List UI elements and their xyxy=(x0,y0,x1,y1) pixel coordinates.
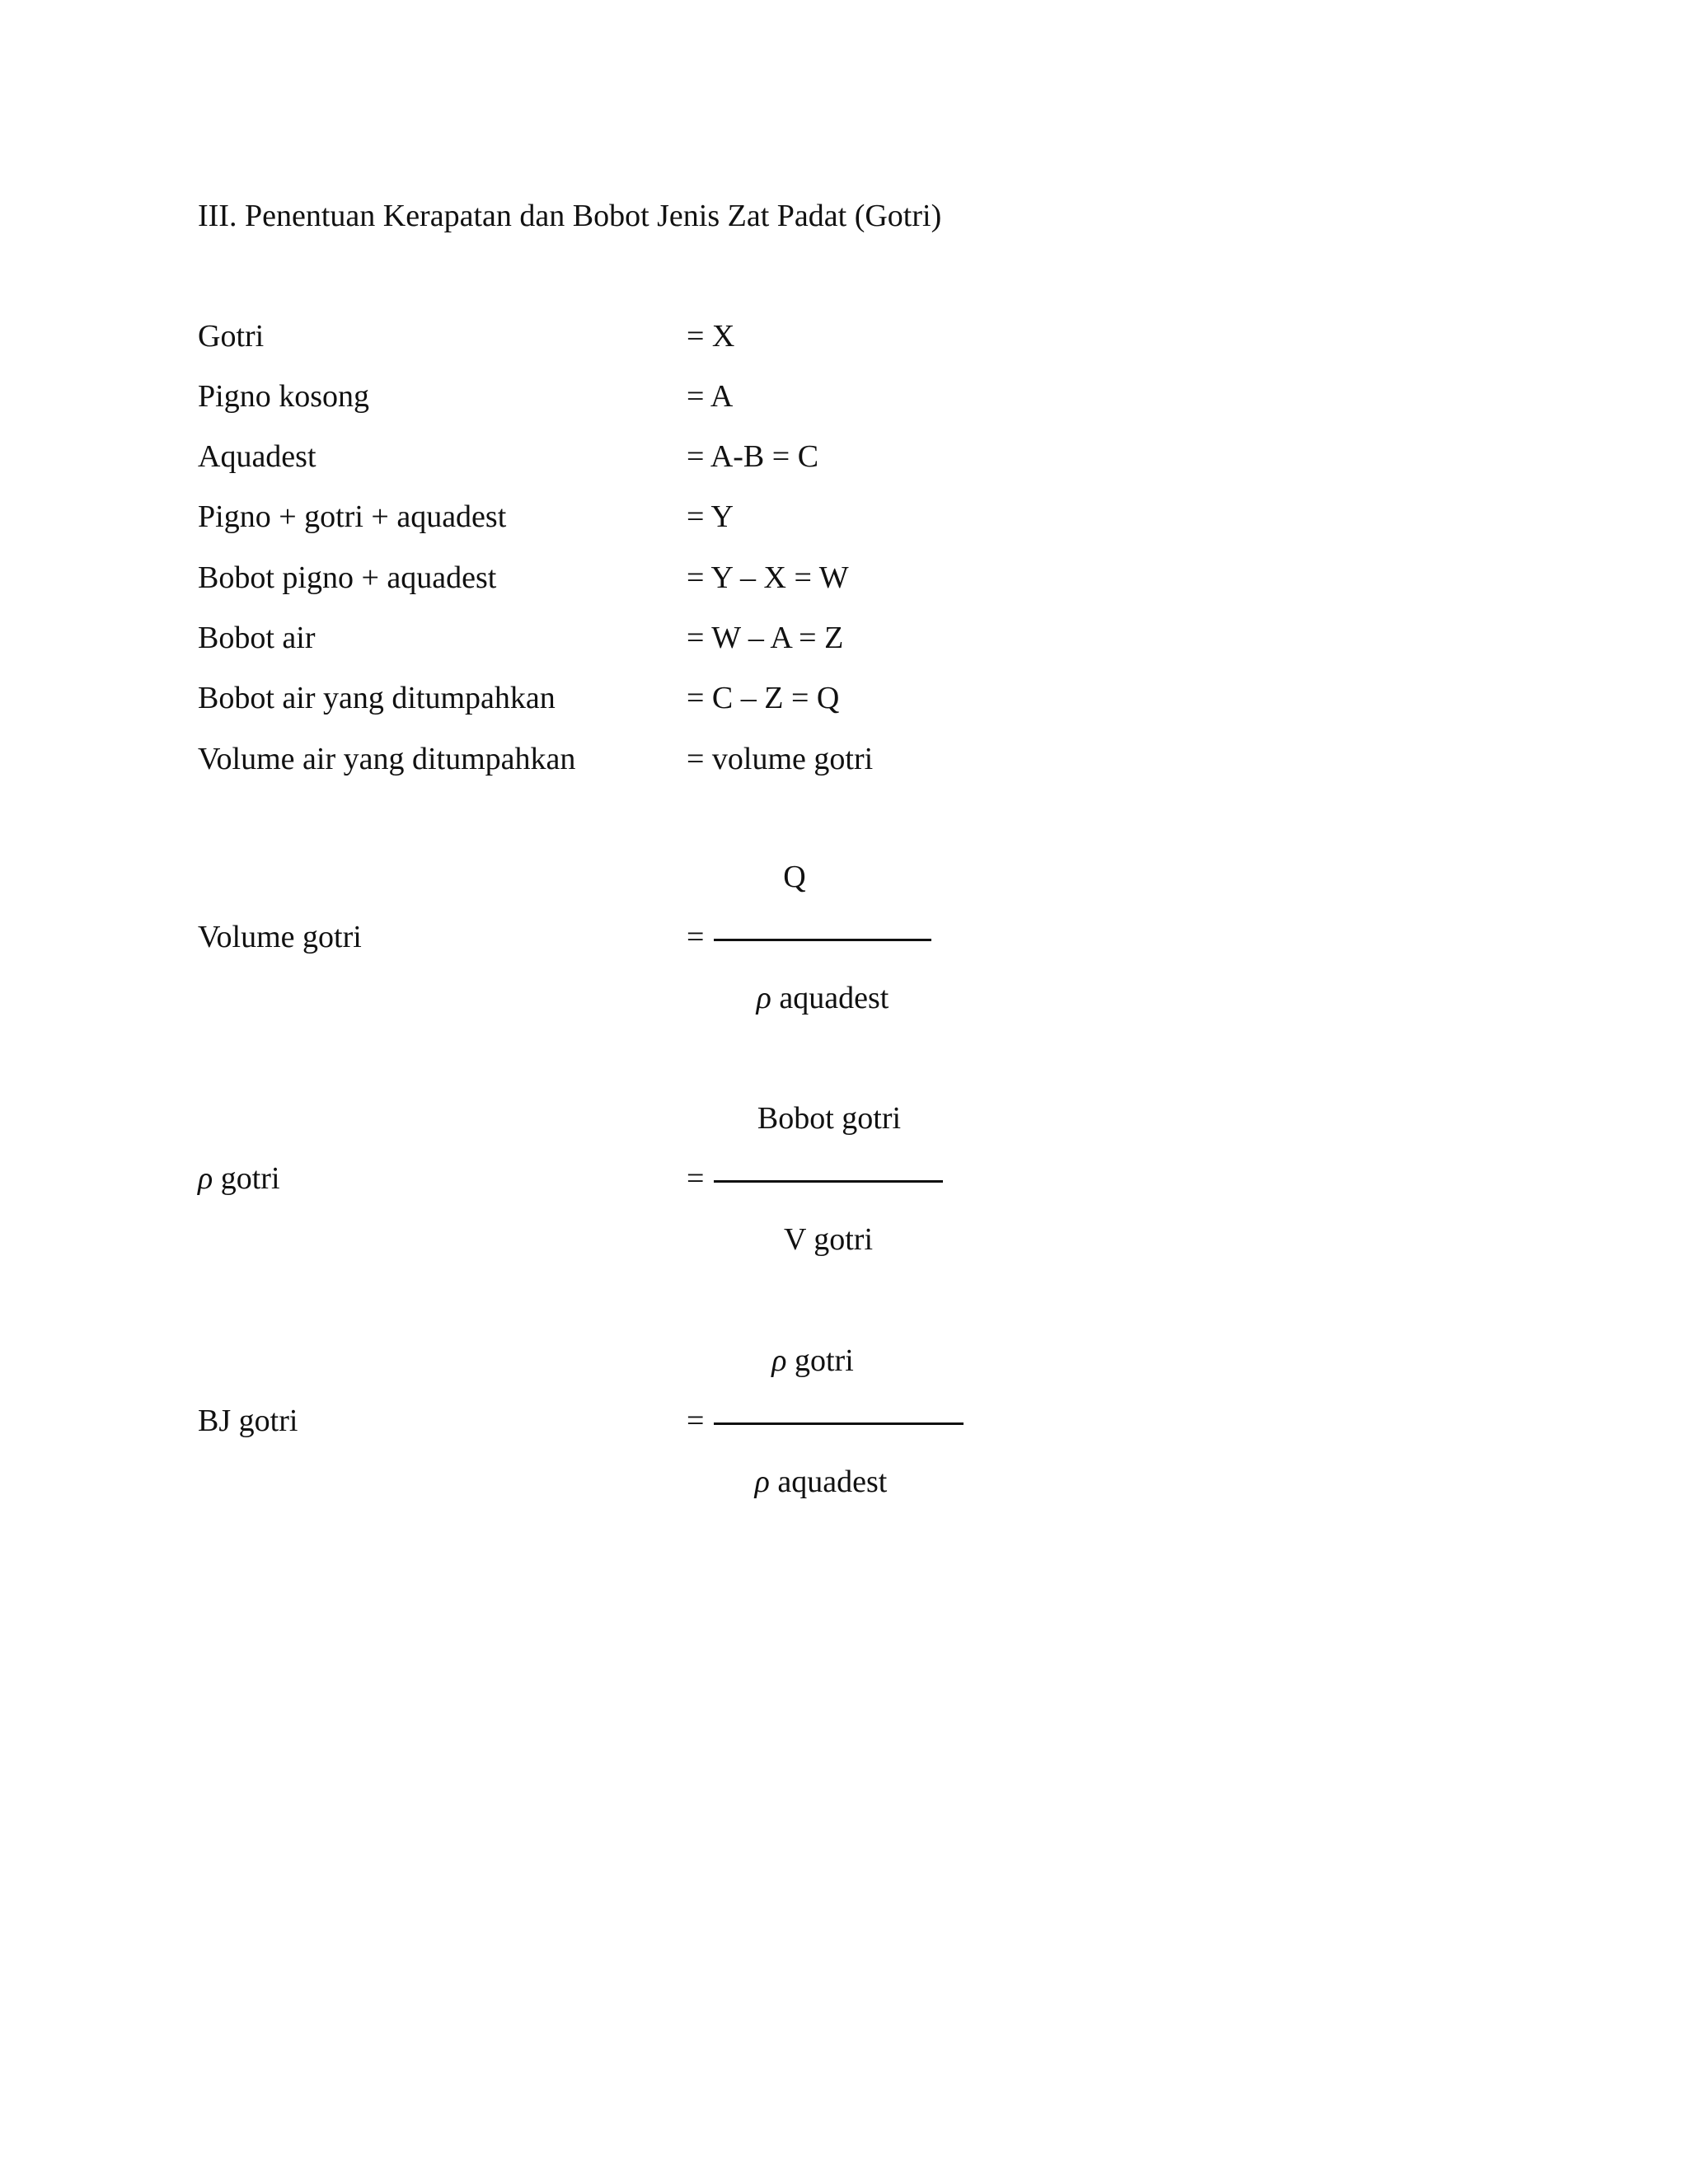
row-label: Pigno kosong xyxy=(198,379,369,414)
row-value: = X xyxy=(687,319,735,354)
volume-equals: = xyxy=(687,920,705,954)
rho-symbol: ρ xyxy=(754,1465,770,1499)
rho-symbol: ρ xyxy=(771,1343,787,1378)
row-label: Gotri xyxy=(198,319,265,354)
definition-row xyxy=(0,678,1688,718)
row-value: = Y – X = W xyxy=(687,560,849,595)
density-denominator: V gotri xyxy=(783,1222,874,1257)
bj-fraction-bar xyxy=(714,1422,964,1425)
row-label: Aquadest xyxy=(198,439,316,474)
row-value: = Y xyxy=(687,499,734,534)
volume-formula xyxy=(0,857,1688,1022)
row-value: = A-B = C xyxy=(687,439,819,474)
bj-numerator xyxy=(714,1341,912,1380)
volume-fraction-bar xyxy=(714,939,931,941)
row-label: Volume air yang ditumpahkan xyxy=(198,742,576,776)
row-label: Bobot air xyxy=(198,621,316,655)
numerator-text: gotri xyxy=(786,1343,854,1378)
definition-row xyxy=(0,739,1688,779)
rho-symbol: ρ xyxy=(756,981,771,1015)
volume-label: Volume gotri xyxy=(198,920,362,954)
label-text: gotri xyxy=(213,1161,280,1196)
density-equals: = xyxy=(687,1161,705,1196)
density-fraction-bar xyxy=(714,1180,943,1183)
volume-numerator: Q xyxy=(783,860,806,894)
bj-label: BJ gotri xyxy=(198,1404,298,1438)
definition-row xyxy=(0,377,1688,416)
density-formula xyxy=(0,1099,1688,1263)
row-label: Bobot air yang ditumpahkan xyxy=(198,681,556,715)
definition-row xyxy=(0,618,1688,658)
definition-row xyxy=(0,558,1688,598)
row-value: = C – Z = Q xyxy=(687,681,840,715)
bj-equals: = xyxy=(687,1404,705,1438)
denominator-text: aquadest xyxy=(771,981,889,1015)
row-value: = A xyxy=(687,379,734,414)
bj-denominator xyxy=(714,1462,928,1502)
density-numerator: Bobot gotri xyxy=(757,1101,902,1136)
denominator-text: aquadest xyxy=(769,1465,888,1499)
row-value: = volume gotri xyxy=(687,742,874,776)
volume-denominator xyxy=(714,978,931,1018)
definition-row xyxy=(0,497,1688,537)
density-label xyxy=(198,1159,280,1198)
row-value: = W – A = Z xyxy=(687,621,844,655)
row-label: Bobot pigno + aquadest xyxy=(198,560,497,595)
bj-formula xyxy=(0,1341,1688,1506)
section-heading: III. Penentuan Kerapatan dan Bobot Jenis Zat Padat (Gotri) xyxy=(198,199,942,233)
definition-row xyxy=(0,316,1688,356)
row-label: Pigno + gotri + aquadest xyxy=(198,499,507,534)
rho-symbol: ρ xyxy=(198,1161,213,1196)
definition-row xyxy=(0,437,1688,476)
